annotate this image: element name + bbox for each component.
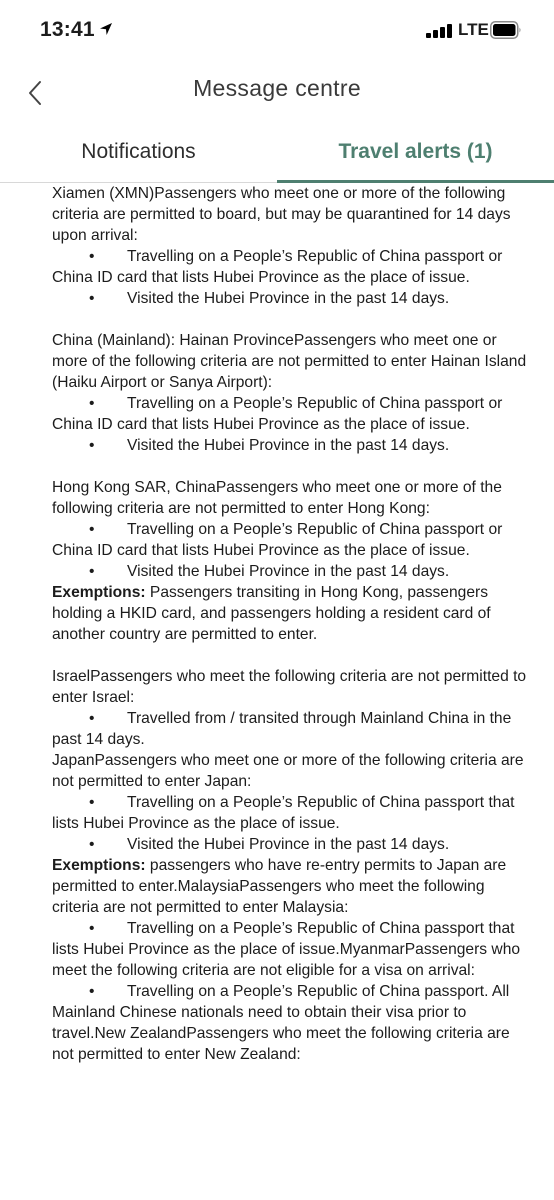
bullet-dot: • bbox=[89, 836, 95, 853]
alert-hainan-intro: China (Mainland): Hainan ProvincePassengers who meet one or more of the following criteria are not permitted to enter Hainan Island (Haiku Airport or Sanya Airport): bbox=[52, 332, 527, 391]
signal-bars-icon bbox=[426, 24, 454, 38]
bullet-text: Travelled from / transited through Mainland China in the past 14 days. bbox=[52, 710, 512, 748]
bullet-item bbox=[52, 393, 532, 435]
bullet-text: Travelling on a People’s Republic of China passport or China ID card that lists Hubei Province as the place of issue. bbox=[52, 395, 503, 433]
header bbox=[0, 62, 554, 122]
bullet-dot: • bbox=[89, 248, 95, 265]
exemptions-label: Exemptions: bbox=[52, 857, 146, 874]
alert-japan-intro: JapanPassengers who meet one or more of the following criteria are not permitted to enter Japan: bbox=[52, 752, 524, 790]
bullet-dot: • bbox=[89, 437, 95, 454]
bullet-dot: • bbox=[89, 710, 95, 727]
alert-israel-intro: IsraelPassengers who meet the following criteria are not permitted to enter Israel: bbox=[52, 668, 527, 706]
bullet-item bbox=[52, 561, 532, 582]
bullet-dot: • bbox=[89, 794, 95, 811]
battery-icon bbox=[490, 21, 522, 39]
travel-alerts-content bbox=[52, 183, 532, 1065]
status-time: 13:41 bbox=[40, 18, 95, 41]
bullet-text: Travelling on a People’s Republic of China passport or China ID card that lists Hubei Province as the place of issue. bbox=[52, 521, 503, 559]
tab-notifications[interactable]: Notifications bbox=[81, 140, 196, 163]
bullet-dot: • bbox=[89, 983, 95, 1000]
bullet-dot: • bbox=[89, 521, 95, 538]
bullet-item bbox=[52, 834, 532, 855]
bullet-text: Visited the Hubei Province in the past 14 days. bbox=[127, 563, 450, 580]
tab-bar bbox=[0, 122, 554, 183]
bullet-dot: • bbox=[89, 920, 95, 937]
bullet-item bbox=[52, 792, 532, 834]
bullet-text: Travelling on a People’s Republic of China passport that lists Hubei Province as the place of issue. bbox=[52, 794, 515, 832]
bullet-item bbox=[52, 519, 532, 561]
alert-hongkong-intro: Hong Kong SAR, ChinaPassengers who meet one or more of the following criteria are not permitted to enter Hong Kong: bbox=[52, 479, 502, 517]
bullet-item bbox=[52, 246, 532, 288]
bullet-dot: • bbox=[89, 290, 95, 307]
exemptions-text: passengers who have re-entry permits to Japan are permitted to enter.MalaysiaPassengers who meet the following criteria are not permitted to enter Malaysia: bbox=[52, 857, 507, 916]
bullet-text: Travelling on a People’s Republic of China passport. All Mainland Chinese nationals need to obtain their visa prior to travel.New ZealandPassengers who meet the following criteria are not permitted to enter New Zealand: bbox=[52, 983, 510, 1063]
bullet-item bbox=[52, 435, 532, 456]
location-arrow-icon bbox=[98, 21, 114, 37]
tab-travel-alerts[interactable]: Travel alerts (1) bbox=[338, 140, 493, 163]
bullet-dot: • bbox=[89, 395, 95, 412]
bullet-item bbox=[52, 288, 532, 309]
page-title: Message centre bbox=[193, 75, 361, 101]
bullet-item bbox=[52, 708, 532, 750]
exemptions-label: Exemptions: bbox=[52, 584, 146, 601]
alert-japan-exemptions bbox=[52, 855, 532, 918]
alert-xiamen-intro: Xiamen (XMN)Passengers who meet one or more of the following criteria are permitted to board, but may be quarantined for 14 days upon arrival: bbox=[52, 185, 511, 244]
exemptions-text: Passengers transiting in Hong Kong, passengers holding a HKID card, and passengers holding a resident card of another country are permitted to enter. bbox=[52, 584, 491, 643]
bullet-item bbox=[52, 918, 532, 981]
network-type: LTE bbox=[458, 20, 489, 39]
bullet-text: Visited the Hubei Province in the past 14 days. bbox=[127, 836, 450, 853]
alert-hongkong-exemptions bbox=[52, 582, 532, 645]
bullet-text: Travelling on a People’s Republic of China passport or China ID card that lists Hubei Province as the place of issue. bbox=[52, 248, 503, 286]
bullet-item bbox=[52, 981, 532, 1065]
bullet-text: Visited the Hubei Province in the past 14 days. bbox=[127, 290, 450, 307]
bullet-text: Travelling on a People’s Republic of China passport that lists Hubei Province as the place of issue.MyanmarPassengers who meet the following criteria are not eligible for a visa on arrival: bbox=[52, 920, 521, 979]
bullet-text: Visited the Hubei Province in the past 14 days. bbox=[127, 437, 450, 454]
bullet-dot: • bbox=[89, 563, 95, 580]
status-bar bbox=[0, 0, 554, 62]
